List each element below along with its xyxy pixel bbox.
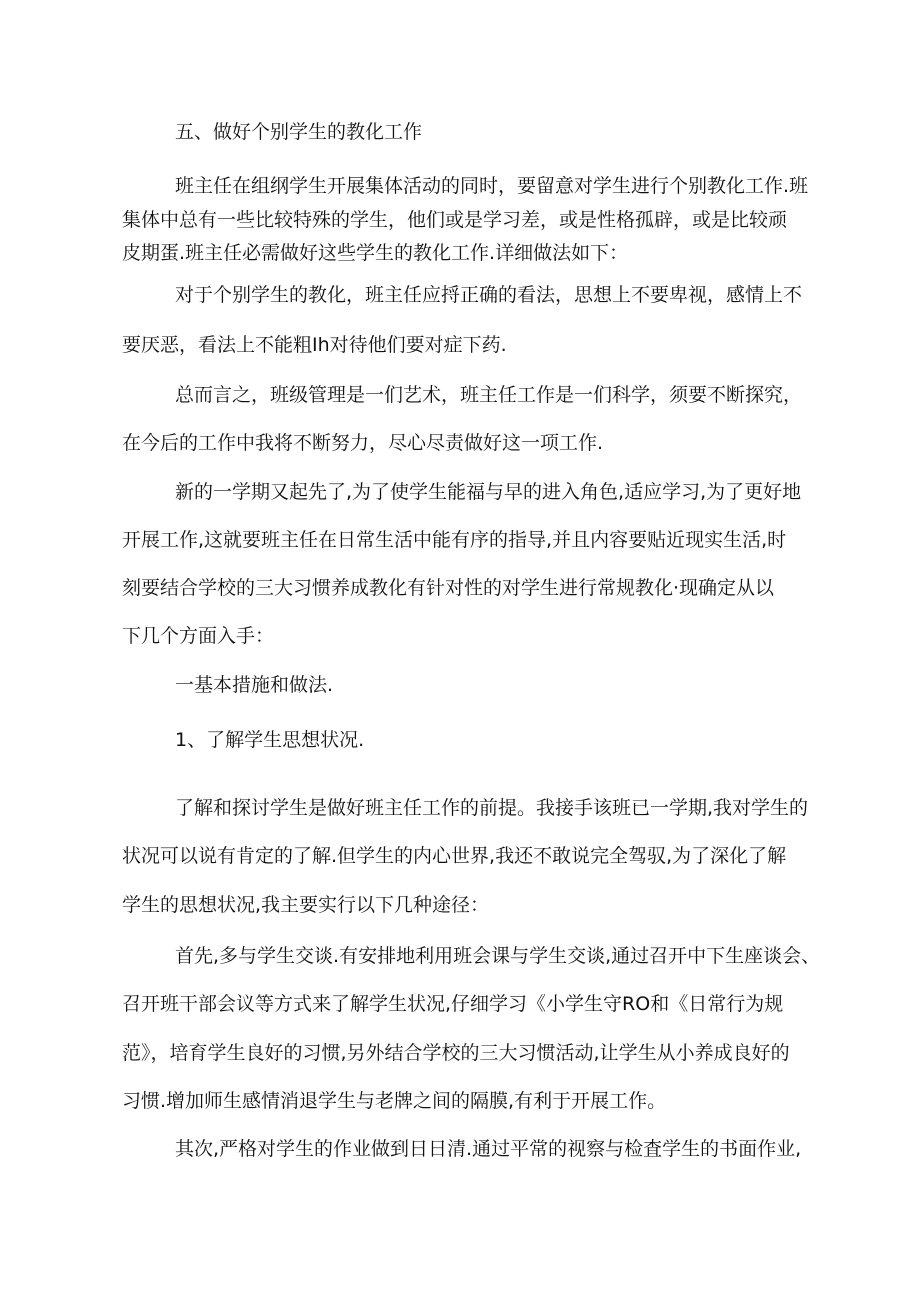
text-line: 状况可以说有肯定的了解.但学生的内心世界,我还不敢说完全驾驭,为了深化了解 xyxy=(122,845,787,867)
text-line: 其次,严格对学生的作业做到日日清.通过平常的视察与检査学生的书面作业, xyxy=(175,1138,802,1160)
text-line: 开展工作,这就要班主任在日常生活中能有序的指导,并且内容要贴近现实生活,时 xyxy=(122,529,787,551)
text-line: 刻要结合学校的三大习惯养成教化有针对性的对学生进行常规教化·现确定从以 xyxy=(122,577,775,599)
text-line: 首先,多与学生交谈.有安排地利用班会课与学生交谈,通过召开中下生座谈会、 xyxy=(175,945,821,967)
text-line: 对于个别学生的教化，班主任应捋正确的看法，思想上不要卑视，感情上不 xyxy=(175,284,803,306)
text-line: 1、了解学生思想状况. xyxy=(175,729,365,751)
text-line: 要厌恶，看法上不能粗Ih对待他们要对症下药. xyxy=(122,334,507,356)
text-line: 在今后的工作中我将不断努力，尽心尽责做好这一项工作. xyxy=(122,432,604,454)
text-line: 集体中总有一些比较特殊的学生，他们或是学习差，或是性格孤辟，或是比较顽 xyxy=(122,209,788,231)
text-line: 学生的思想状况,我主要实行以下几种途径： xyxy=(122,894,490,916)
text-line: 一基本措施和做法. xyxy=(175,674,334,696)
text-line: 总而言之，班级管理是一们艺术，班主任工作是一们科学，须要不断探究， xyxy=(175,384,803,406)
text-line: 习惯.增加师生感情消退学生与老牌之间的隔膜,有利于开展工作。 xyxy=(122,1090,667,1112)
text-line: 五、做好个别学生的教化工作 xyxy=(175,121,423,143)
text-line: 新的一学期又起先了,为了使学生能福与早的进入角色,适应学习,为了更好地 xyxy=(175,481,802,503)
text-line: 范》，培育学生良好的习惯,另外结合学校的三大习惯活动,让学生从小养成良好的 xyxy=(122,1042,790,1064)
text-line: 召开班干部会议等方式来了解学生状况,仔细学习《小学生守RO和《日常行为规 xyxy=(122,993,784,1015)
text-line: 了解和探讨学生是做好班主任工作的前提。我接手该班已一学期,我对学生的 xyxy=(175,797,809,819)
text-line: 皮期蛋.班主任必需做好这些学生的教化工作.详细做法如下： xyxy=(122,242,629,264)
text-line: 班主任在组纲学生开展集体活动的同时，要留意对学生进行个别教化工作.班 xyxy=(175,175,809,197)
text-line: 下几个方面入手： xyxy=(122,625,275,647)
